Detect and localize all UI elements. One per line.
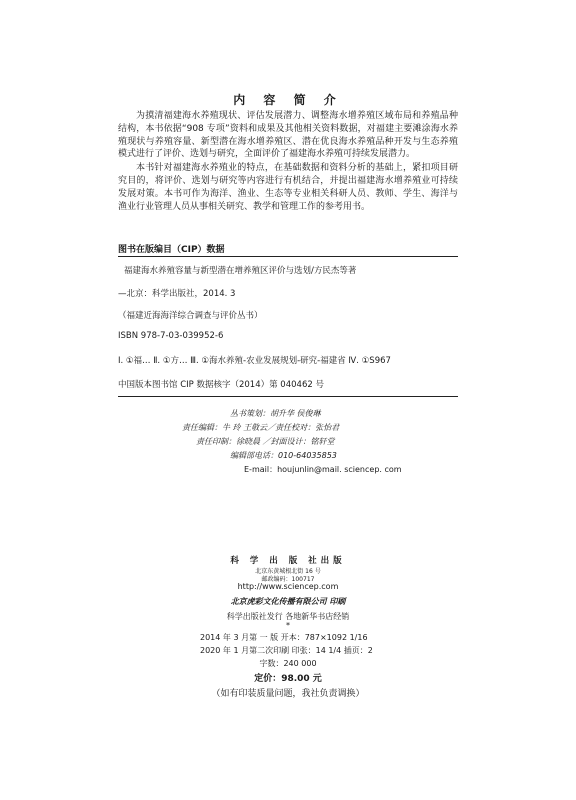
word-count: 字数：240 000 [259,659,317,668]
cip-classification: Ⅰ. ①福… Ⅱ. ①方… Ⅲ. ①海水养殖-农业发展规划-研究-福建省 Ⅳ. ①S967 [118,356,391,366]
edition-line: 2014 年 3 月第 一 版 开本：787×1092 1/16 [200,633,368,642]
publisher-address: 北京东黄城根北街 16 号 [255,568,321,575]
summary-paragraph: 本书针对福建海水养殖业的特点，在基础数据和资料分析的基础上，紧扣项目研究目的，将评价、选划与研究等内容进行有机结合，并提出福建海水增养殖业可持续发展对策。本书可作为海洋、渔业、生态等专业相关科研人员、教师、学生、海洋与渔业行业管理人员从事相关研究、教学和管理工作的参考用书。 [118,163,458,212]
cip-series-line: （福建近海海洋综合调查与评价丛书） [118,311,263,321]
cip-isbn: ISBN 978-7-03-039952-6 [118,331,224,341]
editorial-phone: 编辑部电话：010-64035853 [230,451,337,460]
cip-publisher-line: —北京：科学出版社，2014. 3 [118,289,236,299]
printer-line: 北京虎彩文化传播有限公司 印刷 [230,597,346,606]
publisher-website: http://www.sciencep.com [237,582,339,591]
summary-title: 内 容 简 介 [233,93,343,107]
quality-note: （如有印装质量问题，我社负责调换） [211,689,365,699]
publisher-name: 科 学 出 版 社出版 [230,556,346,566]
price: 定价：98.00 元 [254,674,322,684]
cip-number: 中国版本图书馆 CIP 数据核字（2014）第 040462 号 [118,380,324,390]
cip-title-line: 福建海水养殖容量与新型潜在增养殖区评价与选划/方民杰等著 [124,266,357,276]
responsible-editors: 责任编辑：牛 玲 王敬云／责任校对：张怡君 [182,423,340,432]
summary-paragraph: 为摸清福建海水养殖现状、评估发展潜力、调整海水增养殖区域布局和养殖品种结构，本书依据“908 专项”资料和成果及其他相关资料数据，对福建主要滩涂海水养殖现状与养殖容量、新型潜在海水增养殖区、潜在优良海水养殖品种开发与生态养殖模式进行了评价、选划与研究，全面评价了福建海水养殖可持续发展潜力。 [118,111,458,160]
cip-top-rule [118,256,458,257]
cip-heading: 图书在版编目（CIP）数据 [118,245,225,255]
publisher-postcode: 邮政编码：100717 [261,576,315,583]
separator-star: * [286,621,290,630]
series-planning: 丛书策划：胡升华 侯俊琳 [230,409,321,418]
summary-section [118,110,458,214]
cip-bottom-rule [118,396,458,397]
editorial-email: E-mail：houjunlin@mail. sciencep. com [244,465,402,474]
print-run-line: 2020 年 1 月第二次印刷 印张：14 1/4 插页：2 [200,646,373,655]
distributor-line: 科学出版社发行 各地新华书店经销 [226,612,350,621]
print-producer: 责任印制：徐晓晨 ／封面设计：铭轩堂 [196,437,335,446]
